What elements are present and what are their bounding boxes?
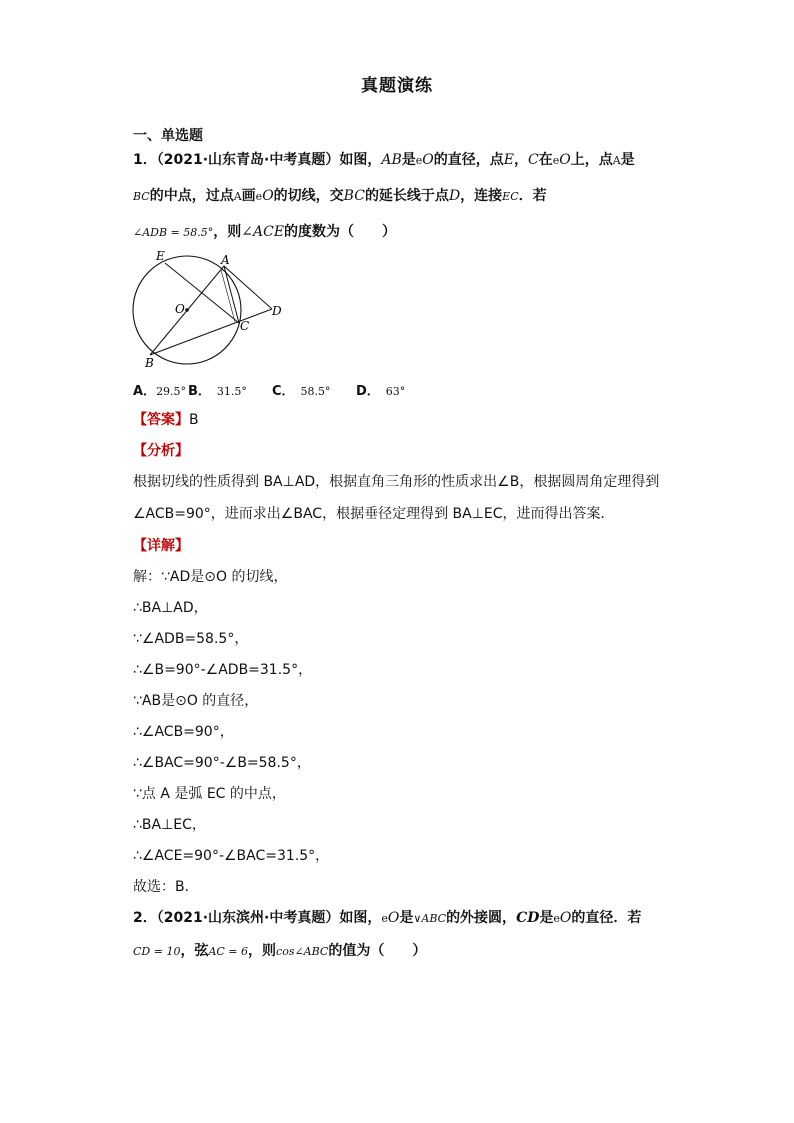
- segment-bd: [150, 309, 272, 355]
- q2-text: ，则: [248, 943, 277, 959]
- analysis-line-1: 根据切线的性质得到 BA⊥AD，根据直角三角形的性质求出∠B，根据圆周角定理得到: [133, 474, 660, 490]
- q1-condition: ∠ADB = 58.5°: [133, 226, 214, 239]
- q1-symbol: A: [612, 154, 621, 167]
- option-value: 31.5°: [216, 385, 247, 398]
- label-e: E: [156, 249, 165, 263]
- q1-symbol: O: [422, 152, 434, 168]
- detail-step: ∴∠B=90°-∠ADB=31.5°，: [133, 662, 313, 678]
- detail-step: ∴BA⊥EC，: [133, 817, 206, 833]
- q1-text: 的度数为（ ）: [284, 224, 397, 240]
- q2-text: 是: [539, 910, 554, 926]
- center-point: [185, 308, 189, 312]
- option-value: 58.5°: [300, 385, 331, 398]
- analysis-tag: [133, 441, 189, 461]
- q1-line-2: [133, 186, 547, 207]
- q1-text: 的直径，点: [433, 152, 504, 168]
- q1-symbol: O: [559, 152, 571, 168]
- analysis-line-2: ∠ACB=90°，进而求出∠BAC，根据垂径定理得到 BA⊥EC，进而得出答案．: [133, 506, 615, 522]
- q1-text: 如图，: [339, 152, 382, 168]
- q2-condition: CD = 10: [133, 945, 181, 958]
- triangle-symbol: ∨ABC: [413, 912, 447, 925]
- arc-symbol: BC: [133, 190, 150, 203]
- q2-condition: AC = 6: [208, 945, 249, 958]
- detail-step: ∴BA⊥AD，: [133, 600, 208, 616]
- analysis-tag-text: 【分析】: [133, 443, 189, 459]
- option-d[interactable]: [356, 380, 405, 399]
- detail-tag-text: 【详解】: [133, 538, 189, 554]
- label-b: B: [145, 356, 154, 370]
- detail-tag: [133, 536, 189, 556]
- detail-step: ∵∠ADB=58.5°，: [133, 631, 249, 647]
- detail-step: ∴∠BAC=90°-∠B=58.5°，: [133, 755, 311, 771]
- q2-source: （2021·山东滨州·中考真题）: [156, 910, 340, 926]
- label-c: C: [240, 319, 250, 333]
- circle-symbol: e: [553, 912, 560, 925]
- q1-text: ．若: [518, 188, 547, 204]
- detail-step: ∵点 A 是弧 EC 的中点，: [133, 786, 286, 802]
- q2-text: 是: [399, 910, 414, 926]
- section-heading: 一、单选题: [133, 128, 203, 144]
- q1-symbol: AB: [381, 152, 402, 168]
- q2-number: 2．: [133, 910, 157, 926]
- page-title: 真题演练: [361, 76, 433, 96]
- q1-text: ，连接: [460, 188, 503, 204]
- label-a: A: [221, 253, 230, 267]
- detail-step: 解：∵AD是⊙O 的切线，: [133, 569, 288, 585]
- option-value: 29.5°: [156, 385, 187, 398]
- q1-text: 画: [241, 188, 256, 204]
- q1-text: 是: [620, 152, 635, 168]
- q1-text: ，则: [213, 224, 242, 240]
- answer-tag: 【答案】: [133, 412, 189, 428]
- segment-ac: [224, 266, 239, 323]
- q1-text: 的延长线于点: [364, 188, 449, 204]
- q2-text: 如图，: [339, 910, 382, 926]
- label-d: D: [272, 304, 282, 318]
- option-b[interactable]: [188, 380, 247, 399]
- q1-text: 的切线，交: [273, 188, 344, 204]
- q1-symbol: BC: [343, 188, 365, 204]
- option-letter: C．: [272, 384, 295, 399]
- q2-symbol: O: [387, 910, 400, 926]
- q1-symbol: E: [503, 152, 514, 168]
- q2-symbol: O: [559, 910, 572, 926]
- q2-text: 的值为（ ）: [328, 943, 427, 959]
- q2-text: 的直径．若: [571, 910, 642, 926]
- q1-symbol: D: [448, 188, 461, 204]
- q1-symbol: EC: [502, 190, 519, 203]
- circle-symbol: e: [552, 154, 560, 167]
- q1-symbol: O: [262, 188, 274, 204]
- q1-symbol: ∠ACE: [241, 224, 285, 240]
- q1-line-3: [133, 222, 396, 243]
- q2-line-1: [133, 908, 641, 929]
- q1-source: （2021·山东青岛·中考真题）: [156, 152, 340, 168]
- option-letter: A．: [133, 384, 157, 399]
- circle-symbol: e: [255, 190, 263, 203]
- circle-symbol: e: [381, 912, 388, 925]
- q2-text: 的外接圆，: [446, 910, 517, 926]
- label-o: O: [175, 302, 185, 316]
- circle-symbol: e: [415, 154, 423, 167]
- option-value: 63°: [385, 385, 406, 398]
- option-letter: B．: [188, 384, 211, 399]
- detail-step: 故选：B．: [133, 879, 199, 895]
- option-letter: D．: [356, 384, 380, 399]
- q1-text: 是: [401, 152, 416, 168]
- q1-line-1: [133, 150, 635, 171]
- detail-step: ∴∠ACE=90°-∠BAC=31.5°，: [133, 848, 330, 864]
- q2-symbol: CD: [516, 910, 540, 926]
- q2-line-2: [133, 941, 426, 962]
- option-c[interactable]: [272, 380, 331, 399]
- q1-symbol: C: [528, 152, 539, 168]
- geometry-figure: [125, 248, 295, 373]
- q1-number: 1．: [133, 152, 157, 168]
- option-a[interactable]: [133, 380, 186, 399]
- q1-text: 的中点，过点: [149, 188, 234, 204]
- answer-value: B: [189, 412, 199, 428]
- q2-text: ，弦: [180, 943, 209, 959]
- answer-line: [133, 410, 199, 430]
- detail-step: ∵AB是⊙O 的直径，: [133, 693, 259, 709]
- detail-step: ∴∠ACB=90°，: [133, 724, 234, 740]
- q1-text: 上，点: [570, 152, 613, 168]
- q1-symbol: A: [233, 190, 242, 203]
- q1-text: 在: [538, 152, 553, 168]
- segment-ad: [224, 266, 272, 309]
- q1-text: ，: [514, 152, 528, 168]
- q2-symbol: cos∠ABC: [276, 945, 329, 958]
